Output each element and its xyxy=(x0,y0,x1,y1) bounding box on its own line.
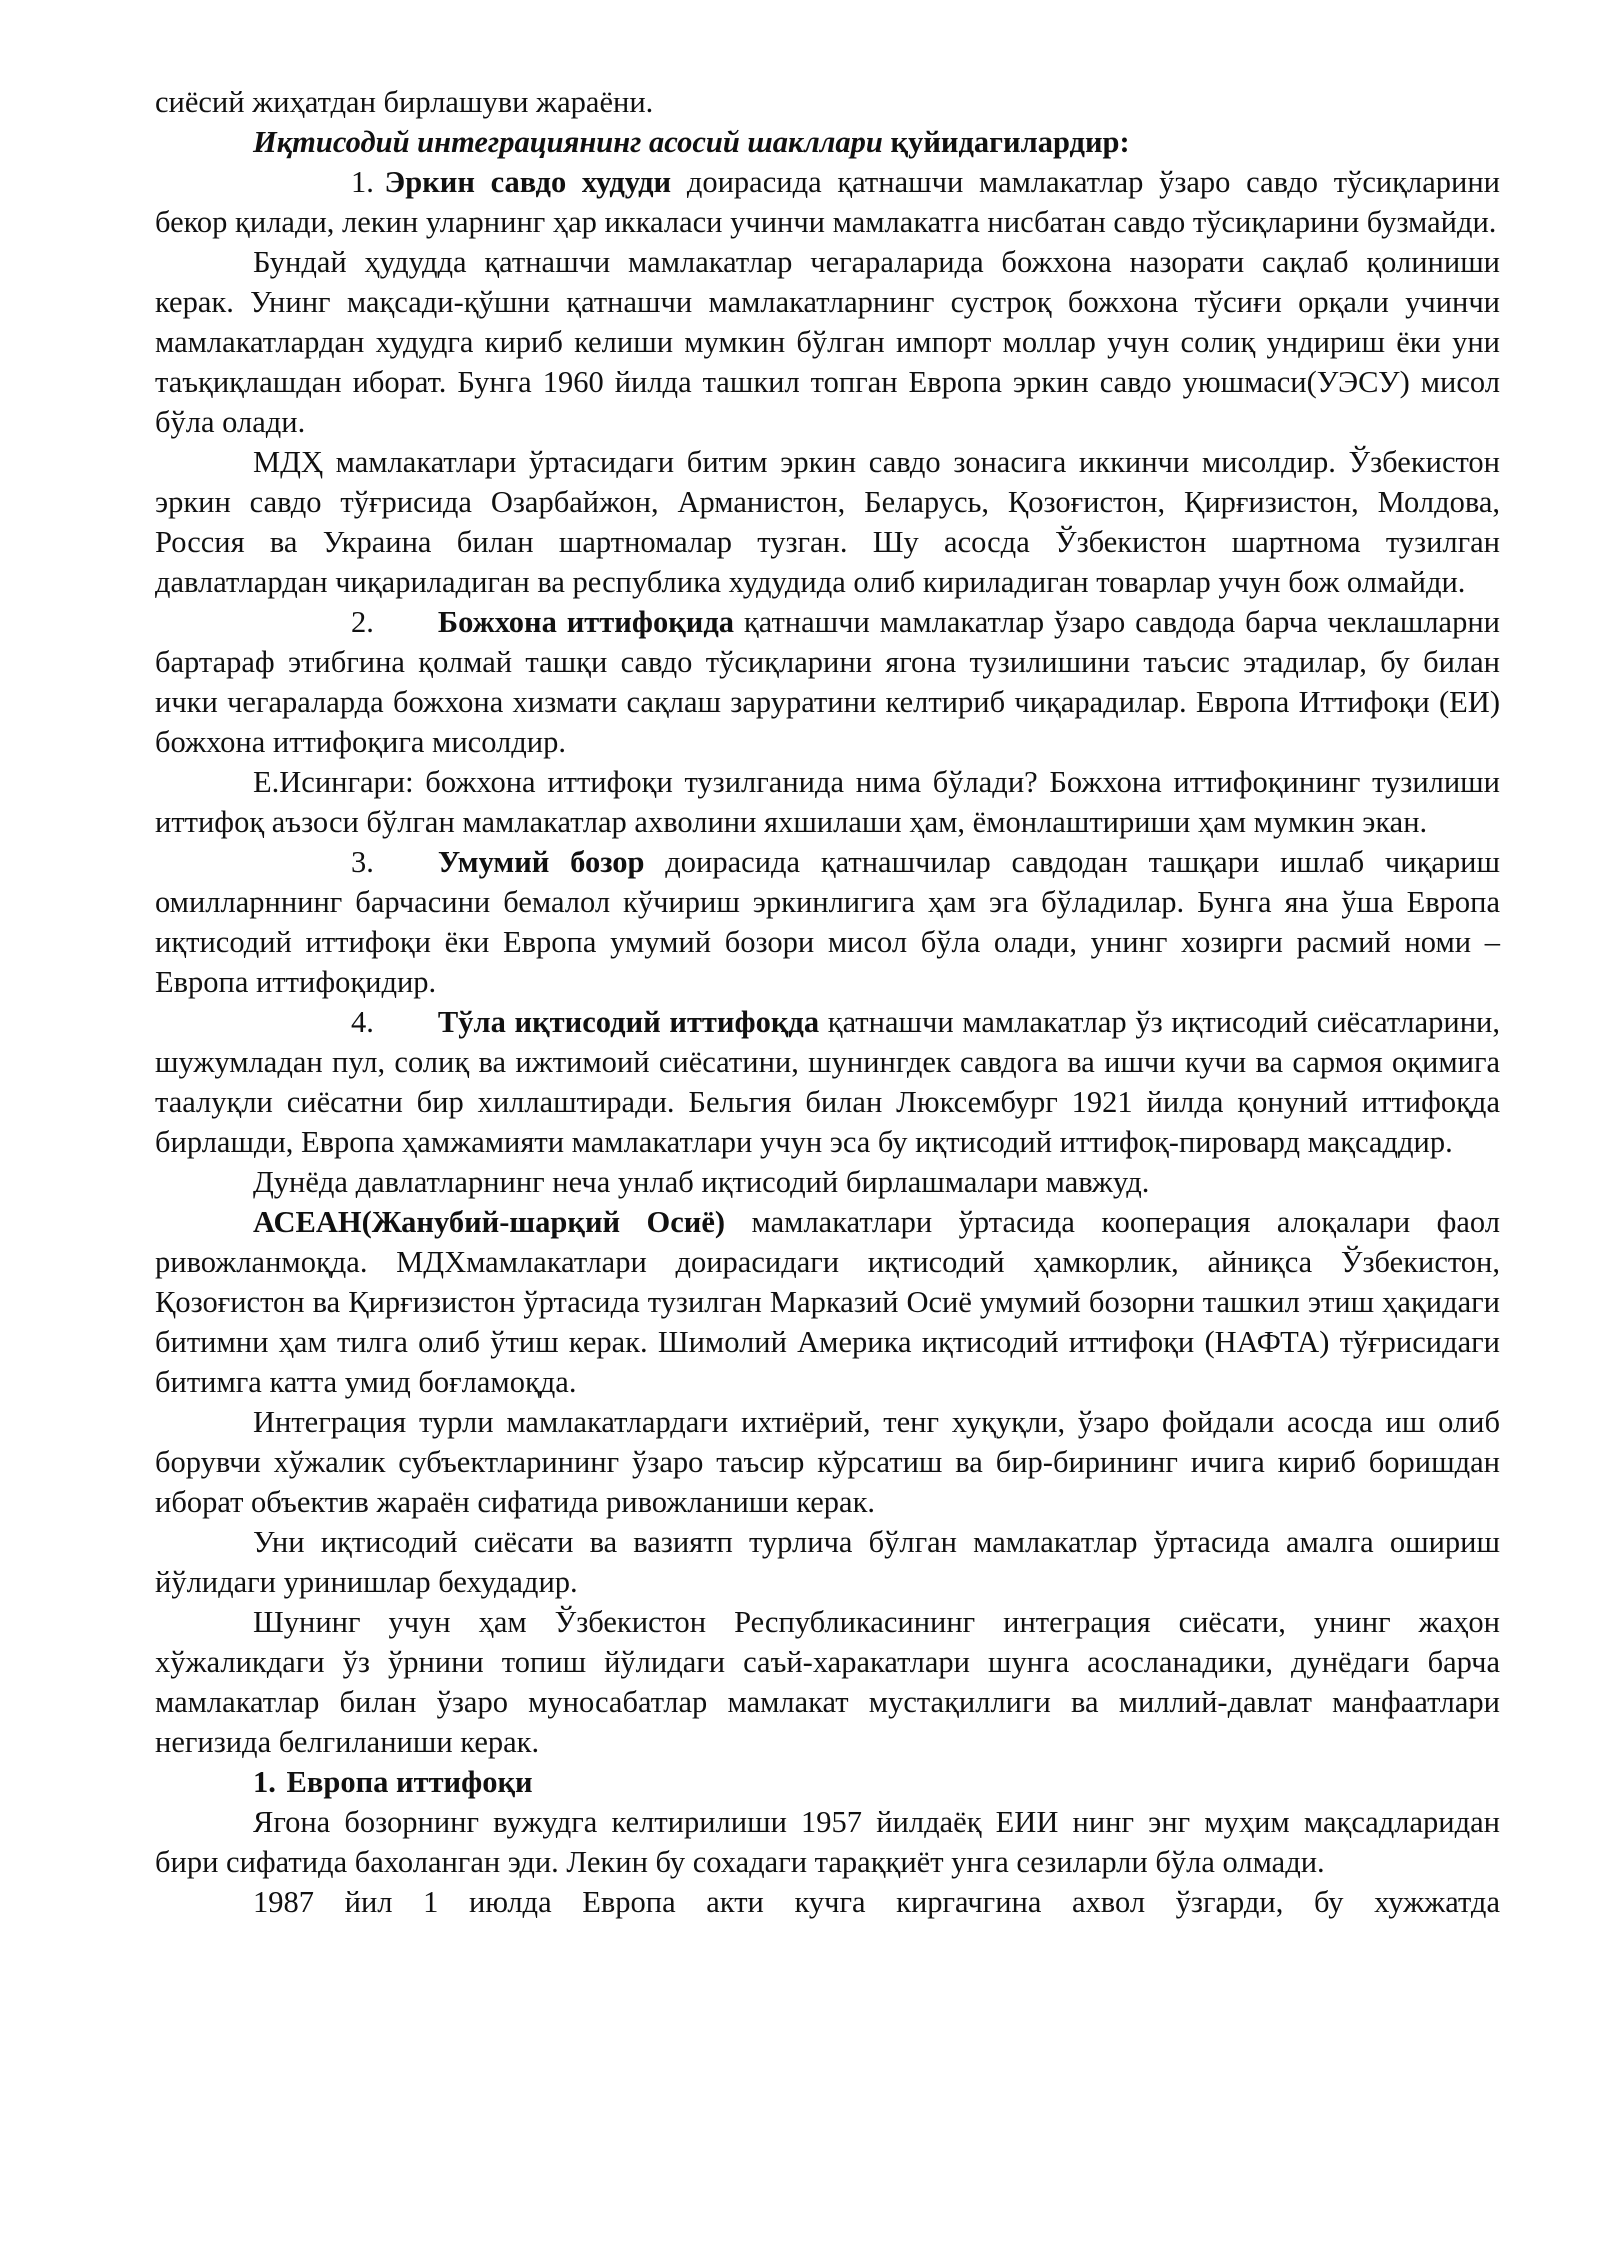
paragraph-text: МДҲ мамлакатлари ўртасидаги битим эркин савдо зонасига иккинчи мисолдир. Ўзбекистон эркин савдо тўғрисида Озарбайжон, Арманистон, Беларусь, Қозоғистон, Қирғизистон, Молдова, Россия ва Украина билан шартномалар тузган. Шу асосда Ўзбекистон шартнома тузилган давлатлардан чиқариладиган ва республика худудида олиб кириладиган товарлар учун бож олмайди. xyxy=(155,445,1500,599)
list-item-free-trade-zone xyxy=(155,162,1500,242)
term-bold: Умумий бозор xyxy=(437,845,645,879)
paragraph-text: мамлакатлари ўртасида кооперация алоқалари фаол ривожланмоқда. МДХмамлакатлари доирасидаги иқтисодий ҳамкорлик, айниқса Ўзбекистон, Қозоғистон ва Қирғизистон ўртасида тузилган Марказий Осиё умумий бозорни ташкил этиш ҳақидаги битимни ҳам тилга олиб ўтиш керак. Шимолий Америка иқтисодий иттифоқи (НАФТА) тўғрисидаги битимга катта умид боғламоқда. xyxy=(155,1205,1500,1399)
paragraph xyxy=(155,1402,1500,1522)
list-number: 4. xyxy=(351,1005,374,1039)
list-item-common-market xyxy=(155,842,1500,1002)
paragraph-text: Уни иқтисодий сиёсати ва вазиятп турлича бўлган мамлакатлар ўртасида амалга ошириш йўлидаги уринишлар бехудадир. xyxy=(155,1525,1500,1599)
paragraph-cut-off xyxy=(155,1882,1500,1922)
paragraph-text: доирасида қатнашчилар савдодан ташқари ишлаб чиқариш омилларннинг барчасини бемалол кўчириш эркинлигига ҳам эга бўладилар. Бунга яна ўша Европа иқтисодий иттифоқи ёки Европа умумий бозори мисол бўла олади, унинг хозирги расмий номи – Европа иттифоқидир. xyxy=(155,845,1500,999)
heading-title: Европа иттифоқи xyxy=(286,1765,533,1799)
paragraph-text: 1987 йил 1 июлда Европа акти кучга киргачгина ахвол ўзгарди, бу хужжатда xyxy=(253,1885,1500,1919)
paragraph xyxy=(155,442,1500,602)
paragraph xyxy=(155,762,1500,842)
list-number: 2. xyxy=(351,605,374,639)
list-number: 3. xyxy=(351,845,374,879)
paragraph-text: Интеграция турли мамлакатлардаги ихтиёрий, тенг хуқуқли, ўзаро фойдали асосда иш олиб борувчи хўжалик субъектларининг ўзаро таъсир кўрсатиш ва бир-бирининг ичига кириб боришдан иборат объектив жараён сифатида ривожланиши керак. xyxy=(155,1405,1500,1519)
paragraph xyxy=(155,1602,1500,1762)
paragraph-text: Шунинг учун ҳам Ўзбекистон Республикасининг интеграция сиёсати, унинг жаҳон хўжаликдаги ўз ўрнини топиш йўлидаги саъй-харакатлари шунга асосланадики, дунёдаги барча мамлакатлар билан ўзаро муносабатлар мамлакат мустақиллиги ва миллий-давлат манфаатлари негизида белгиланиши керак. xyxy=(155,1605,1500,1759)
paragraph-text: доирасида қатнашчи мамлакатлар ўзаро савдо тўсиқларини бекор қилади, лекин уларнинг ҳар иккаласи учинчи мамлакатга нисбатан савдо тўсиқларини бузмайди. xyxy=(155,165,1500,239)
paragraph-text: Е.Исингари: божхона иттифоқи тузилганида нима бўлади? Божхона иттифоқининг тузилиши иттифоқ аъзоси бўлган мамлакатлар ахволини яхшилаши ҳам, ёмонлаштириши ҳам мумкин экан. xyxy=(155,765,1500,839)
paragraph-text: қатнашчи мамлакатлар ўзаро савдода барча чеклашларни бартараф этибгина қолмай ташқи савдо тўсиқларини ягона тузилишини таъсис этадилар, бу билан ички чегараларда божхона хизмати сақлаш заруратини келтириб чиқарадилар. Европа Иттифоқи (ЕИ) божхона иттифоқига мисолдир. xyxy=(155,605,1500,759)
paragraph xyxy=(155,1522,1500,1602)
heading-number: 1. xyxy=(253,1765,276,1799)
paragraph xyxy=(155,1162,1500,1202)
paragraph-text: Бундай ҳудудда қатнашчи мамлакатлар чегараларида божхона назорати сақлаб қолиниши керак. Унинг мақсади-қўшни қатнашчи мамлакатларнинг сустроқ божхона тўсиғи орқали учинчи мамлакатлардан худудга кириб келиши мумкин бўлган импорт моллар учун солиқ ундириш ёки уни таъқиқлашдан иборат. Бунга 1960 йилда ташкил топган Европа эркин савдо уюшмаси(УЭСУ) мисол бўла олади. xyxy=(155,245,1500,439)
term-bold: АСЕАН(Жанубий-шарқий Осиё) xyxy=(253,1205,726,1239)
paragraph xyxy=(155,1802,1500,1882)
paragraph-text: Ягона бозорнинг вужудга келтирилиши 1957 йилдаёқ ЕИИ нинг энг муҳим мақсадларидан бири сифатида бахоланган эди. Лекин бу сохадаги тараққиёт унга сезиларли бўла олмади. xyxy=(155,1805,1500,1879)
section-heading xyxy=(155,1762,1500,1802)
term-bold: Эркин савдо худуди xyxy=(384,165,672,199)
intro-bold-italic: Иқтисодий интеграциянинг асосий шакллари xyxy=(253,125,883,159)
document-page xyxy=(155,82,1500,1922)
intro-bold: қуйидагилардир: xyxy=(882,125,1130,159)
term-bold: Тўла иқтисодий иттифоқда xyxy=(437,1005,820,1039)
list-item-customs-union xyxy=(155,602,1500,762)
paragraph-text: Дунёда давлатларнинг неча унлаб иқтисодий бирлашмалари мавжуд. xyxy=(253,1165,1150,1199)
term-bold: Божхона иттифоқида xyxy=(437,605,735,639)
section-intro xyxy=(155,122,1500,162)
paragraph-text: сиёсий жиҳатдан бирлашуви жараёни. xyxy=(155,85,654,119)
list-item-economic-union xyxy=(155,1002,1500,1162)
list-number: 1. xyxy=(351,165,374,199)
paragraph-asean xyxy=(155,1202,1500,1402)
paragraph xyxy=(155,242,1500,442)
paragraph-text: қатнашчи мамлакатлар ўз иқтисодий сиёсатларини, шужумладан пул, солиқ ва ижтимоий сиёсатини, шунингдек савдога ва ишчи кучи ва сармоя оқимига таалуқли сиёсатни бир хиллаштиради. Бельгия билан Люксембург 1921 йилда қонуний иттифоқда бирлашди, Европа ҳамжамияти мамлакатлари учун эса бу иқтисодий иттифоқ-пировард мақсаддир. xyxy=(155,1005,1501,1159)
paragraph-continuation xyxy=(155,82,1500,122)
